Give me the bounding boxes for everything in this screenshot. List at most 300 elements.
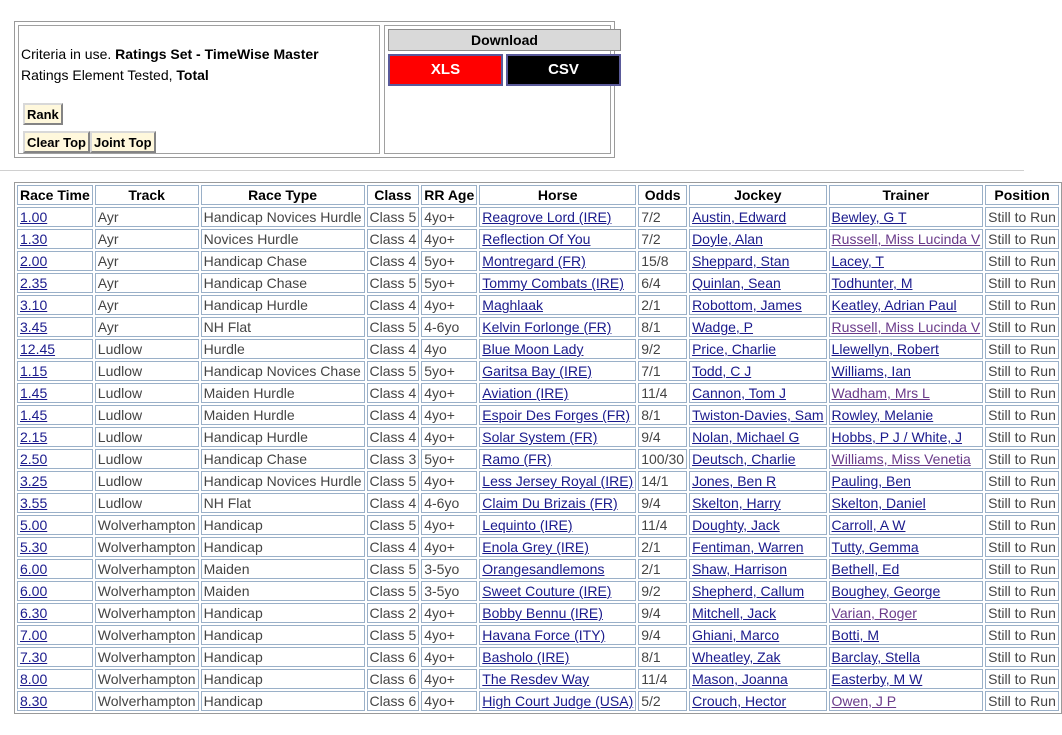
position-cell xyxy=(985,251,1059,271)
jockey-link[interactable]: Shaw, Harrison xyxy=(692,561,787,577)
class-text: Class 4 xyxy=(369,297,417,313)
horse-link[interactable]: Claim Du Brizais (FR) xyxy=(482,495,618,511)
track-cell xyxy=(95,317,199,337)
rr-age-cell xyxy=(421,383,477,403)
trainer-link[interactable]: Barclay, Stella xyxy=(831,649,920,665)
jockey-cell xyxy=(689,471,826,491)
horse-link[interactable]: Lequinto (IRE) xyxy=(482,517,573,533)
odds-text: 9/4 xyxy=(641,429,661,445)
track-text: Ludlow xyxy=(97,473,143,489)
jockey-link[interactable]: Doughty, Jack xyxy=(692,517,780,533)
odds-cell xyxy=(638,207,687,227)
trainer-link[interactable]: Lacey, T xyxy=(831,253,884,269)
rr-age-cell xyxy=(421,207,477,227)
race-type-cell xyxy=(201,207,365,227)
race-type-cell xyxy=(201,537,365,557)
table-row xyxy=(17,559,1059,579)
trainer-link[interactable]: Rowley, Melanie xyxy=(831,407,934,423)
track-cell xyxy=(95,691,199,711)
rr-age-cell xyxy=(421,405,477,425)
horse-cell xyxy=(479,449,636,469)
horse-link[interactable]: Montregard (FR) xyxy=(482,253,586,269)
position-cell xyxy=(985,559,1059,579)
jockey-link[interactable]: Fentiman, Warren xyxy=(692,539,804,555)
race-time-cell xyxy=(17,625,93,645)
jockey-link[interactable]: Ghiani, Marco xyxy=(692,627,780,643)
class-text: Class 4 xyxy=(369,385,417,401)
position-cell xyxy=(985,515,1059,535)
odds-text: 11/4 xyxy=(641,385,668,401)
class-cell xyxy=(367,647,420,667)
position-text: Still to Run xyxy=(988,605,1056,621)
horse-cell xyxy=(479,405,636,425)
class-text: Class 4 xyxy=(369,407,417,423)
class-text: Class 5 xyxy=(369,275,417,291)
table-row xyxy=(17,339,1059,359)
horse-link[interactable]: Sweet Couture (IRE) xyxy=(482,583,612,599)
odds-text: 2/1 xyxy=(641,561,661,577)
trainer-cell xyxy=(829,493,984,513)
odds-text: 9/4 xyxy=(641,605,661,621)
trainer-link[interactable]: Varian, Roger xyxy=(831,605,917,621)
header-race-time[interactable]: Race Time xyxy=(17,185,93,205)
class-cell xyxy=(367,625,420,645)
track-cell xyxy=(95,603,199,623)
rank-button[interactable]: Rank xyxy=(23,103,63,125)
class-text: Class 5 xyxy=(369,517,417,533)
table-row xyxy=(17,647,1059,667)
race-type-text: Novices Hurdle xyxy=(203,231,299,247)
trainer-link[interactable]: Hobbs, P J / White, J xyxy=(831,429,963,445)
race-time-link[interactable]: 3.10 xyxy=(20,297,48,313)
xls-download-button[interactable]: XLS xyxy=(388,54,503,86)
jockey-link[interactable]: Mason, Joanna xyxy=(692,671,788,687)
horse-link[interactable]: Orangesandlemons xyxy=(482,561,605,577)
ratings-element-value: Total xyxy=(176,67,209,83)
class-cell xyxy=(367,691,420,711)
trainer-link[interactable]: Todhunter, M xyxy=(831,275,913,291)
odds-cell xyxy=(638,493,687,513)
race-type-cell xyxy=(201,383,365,403)
jockey-link[interactable]: Jones, Ben R xyxy=(692,473,777,489)
header-jockey[interactable]: Jockey xyxy=(689,185,826,205)
jockey-link[interactable]: Deutsch, Charlie xyxy=(692,451,796,467)
header-odds[interactable]: Odds xyxy=(638,185,687,205)
rr-age-cell xyxy=(421,669,477,689)
trainer-cell xyxy=(829,361,984,381)
odds-text: 5/2 xyxy=(641,693,661,709)
header-rr-age[interactable]: RR Age xyxy=(421,185,477,205)
odds-text: 8/1 xyxy=(641,319,661,335)
track-text: Wolverhampton xyxy=(97,583,196,599)
trainer-link[interactable]: Wadham, Mrs L xyxy=(831,385,930,401)
track-cell xyxy=(95,383,199,403)
rr-age-cell xyxy=(421,251,477,271)
table-row xyxy=(17,361,1059,381)
track-text: Ludlow xyxy=(97,341,143,357)
trainer-cell xyxy=(829,691,984,711)
race-type-cell xyxy=(201,669,365,689)
rr-age-text: 4yo+ xyxy=(424,473,455,489)
odds-cell xyxy=(638,669,687,689)
race-time-cell xyxy=(17,669,93,689)
horse-link[interactable]: Kelvin Forlonge (FR) xyxy=(482,319,612,335)
horse-cell xyxy=(479,581,636,601)
track-text: Wolverhampton xyxy=(97,649,196,665)
header-class[interactable]: Class xyxy=(367,185,420,205)
class-cell xyxy=(367,427,420,447)
jockey-cell xyxy=(689,383,826,403)
jockey-cell xyxy=(689,295,826,315)
race-type-text: Handicap Chase xyxy=(203,275,308,291)
race-type-cell xyxy=(201,339,365,359)
trainer-cell xyxy=(829,449,984,469)
trainer-link[interactable]: Bethell, Ed xyxy=(831,561,900,577)
trainer-link[interactable]: Boughey, George xyxy=(831,583,941,599)
track-cell xyxy=(95,515,199,535)
rr-age-text: 5yo+ xyxy=(424,275,455,291)
race-type-cell xyxy=(201,273,365,293)
horse-cell xyxy=(479,669,636,689)
table-row xyxy=(17,537,1059,557)
jockey-link[interactable]: Robottom, James xyxy=(692,297,802,313)
race-time-link[interactable]: 1.30 xyxy=(20,231,48,247)
horse-link[interactable]: Ramo (FR) xyxy=(482,451,552,467)
trainer-link[interactable]: Llewellyn, Robert xyxy=(831,341,939,357)
position-cell xyxy=(985,361,1059,381)
class-text: Class 5 xyxy=(369,561,417,577)
header-position[interactable]: Position xyxy=(985,185,1059,205)
race-type-text: Maiden xyxy=(203,561,250,577)
race-type-cell xyxy=(201,647,365,667)
table-row xyxy=(17,625,1059,645)
horse-link[interactable]: Havana Force (ITY) xyxy=(482,627,606,643)
race-type-text: Handicap Chase xyxy=(203,253,308,269)
track-text: Ludlow xyxy=(97,451,143,467)
position-cell xyxy=(985,229,1059,249)
race-type-text: Handicap xyxy=(203,605,263,621)
track-cell xyxy=(95,229,199,249)
trainer-cell xyxy=(829,647,984,667)
odds-text: 14/1 xyxy=(641,473,669,489)
odds-text: 100/30 xyxy=(641,451,685,467)
odds-cell xyxy=(638,581,687,601)
race-time-link[interactable]: 6.00 xyxy=(20,583,48,599)
race-time-link[interactable]: 7.00 xyxy=(20,627,48,643)
rr-age-cell xyxy=(421,471,477,491)
horse-link[interactable]: Blue Moon Lady xyxy=(482,341,584,357)
race-time-link[interactable]: 7.30 xyxy=(20,649,48,665)
race-time-link[interactable]: 8.30 xyxy=(20,693,48,709)
rr-age-text: 4yo+ xyxy=(424,297,455,313)
track-cell xyxy=(95,295,199,315)
trainer-cell xyxy=(829,339,984,359)
class-cell xyxy=(367,229,420,249)
race-time-cell xyxy=(17,339,93,359)
trainer-link[interactable]: Williams, Ian xyxy=(831,363,911,379)
race-type-cell xyxy=(201,229,365,249)
position-cell xyxy=(985,669,1059,689)
horse-link[interactable]: The Resdev Way xyxy=(482,671,590,687)
clear-top-button[interactable]: Clear Top xyxy=(23,131,90,153)
horse-link[interactable]: Tommy Combats (IRE) xyxy=(482,275,624,291)
horse-cell xyxy=(479,647,636,667)
position-cell xyxy=(985,537,1059,557)
track-cell xyxy=(95,493,199,513)
odds-cell xyxy=(638,537,687,557)
class-text: Class 4 xyxy=(369,341,417,357)
track-cell xyxy=(95,427,199,447)
horse-link[interactable]: Bobby Bennu (IRE) xyxy=(482,605,603,621)
table-row xyxy=(17,427,1059,447)
jockey-link[interactable]: Mitchell, Jack xyxy=(692,605,777,621)
criteria-ratings-element xyxy=(21,67,209,83)
race-time-cell xyxy=(17,207,93,227)
position-cell xyxy=(985,691,1059,711)
race-type-text: Handicap xyxy=(203,649,263,665)
jockey-cell xyxy=(689,625,826,645)
horse-link[interactable]: Solar System (FR) xyxy=(482,429,598,445)
race-time-link[interactable]: 2.50 xyxy=(20,451,48,467)
track-text: Ayr xyxy=(97,231,119,247)
race-time-cell xyxy=(17,581,93,601)
race-time-link[interactable]: 1.45 xyxy=(20,385,48,401)
trainer-cell xyxy=(829,273,984,293)
rr-age-cell xyxy=(421,559,477,579)
race-type-text: Handicap Novices Hurdle xyxy=(203,209,362,225)
race-time-cell xyxy=(17,449,93,469)
position-text: Still to Run xyxy=(988,209,1056,225)
position-cell xyxy=(985,449,1059,469)
track-text: Ludlow xyxy=(97,407,143,423)
trainer-link[interactable]: Keatley, Adrian Paul xyxy=(831,297,957,313)
race-time-link[interactable]: 6.00 xyxy=(20,561,48,577)
jockey-link[interactable]: Doyle, Alan xyxy=(692,231,763,247)
race-time-link[interactable]: 3.45 xyxy=(20,319,48,335)
race-type-cell xyxy=(201,581,365,601)
trainer-link[interactable]: Easterby, M W xyxy=(831,671,923,687)
track-text: Wolverhampton xyxy=(97,517,196,533)
trainer-cell xyxy=(829,581,984,601)
jockey-cell xyxy=(689,273,826,293)
track-cell xyxy=(95,207,199,227)
trainer-link[interactable]: Tutty, Gemma xyxy=(831,539,919,555)
table-header-row xyxy=(17,185,1059,205)
jockey-link[interactable]: Todd, C J xyxy=(692,363,752,379)
race-time-link[interactable]: 5.00 xyxy=(20,517,48,533)
jockey-link[interactable]: Crouch, Hector xyxy=(692,693,787,709)
race-time-link[interactable]: 8.00 xyxy=(20,671,48,687)
race-type-cell xyxy=(201,317,365,337)
trainer-cell xyxy=(829,669,984,689)
joint-top-button[interactable]: Joint Top xyxy=(90,131,156,153)
rr-age-text: 4yo xyxy=(424,341,447,357)
horse-cell xyxy=(479,691,636,711)
race-time-link[interactable]: 3.25 xyxy=(20,473,48,489)
horse-link[interactable]: Aviation (IRE) xyxy=(482,385,569,401)
odds-cell xyxy=(638,647,687,667)
table-row xyxy=(17,405,1059,425)
race-time-link[interactable]: 1.15 xyxy=(20,363,48,379)
horse-cell xyxy=(479,625,636,645)
race-time-link[interactable]: 6.30 xyxy=(20,605,48,621)
race-time-link[interactable]: 2.15 xyxy=(20,429,48,445)
trainer-link[interactable]: Pauling, Ben xyxy=(831,473,911,489)
position-cell xyxy=(985,625,1059,645)
trainer-link[interactable]: Carroll, A W xyxy=(831,517,906,533)
track-text: Ludlow xyxy=(97,495,143,511)
horse-cell xyxy=(479,427,636,447)
class-cell xyxy=(367,317,420,337)
jockey-link[interactable]: Price, Charlie xyxy=(692,341,777,357)
odds-cell xyxy=(638,603,687,623)
class-text: Class 3 xyxy=(369,451,417,467)
odds-text: 7/1 xyxy=(641,363,661,379)
trainer-link[interactable]: Skelton, Daniel xyxy=(831,495,926,511)
jockey-cell xyxy=(689,581,826,601)
position-cell xyxy=(985,383,1059,403)
horse-link[interactable]: Enola Grey (IRE) xyxy=(482,539,589,555)
rr-age-text: 5yo+ xyxy=(424,363,455,379)
odds-cell xyxy=(638,339,687,359)
position-text: Still to Run xyxy=(988,517,1056,533)
horse-link[interactable]: Basholo (IRE) xyxy=(482,649,570,665)
track-cell xyxy=(95,669,199,689)
header-track[interactable]: Track xyxy=(95,185,199,205)
jockey-link[interactable]: Sheppard, Stan xyxy=(692,253,790,269)
header-race-type[interactable]: Race Type xyxy=(201,185,365,205)
class-cell xyxy=(367,295,420,315)
trainer-link[interactable]: Botti, M xyxy=(831,627,880,643)
class-text: Class 6 xyxy=(369,693,417,709)
horse-link[interactable]: Reflection Of You xyxy=(482,231,591,247)
criteria-box xyxy=(18,25,380,154)
class-text: Class 5 xyxy=(369,363,417,379)
track-cell xyxy=(95,449,199,469)
race-type-text: NH Flat xyxy=(203,319,252,335)
horse-link[interactable]: Garitsa Bay (IRE) xyxy=(482,363,592,379)
horse-cell xyxy=(479,537,636,557)
position-cell xyxy=(985,207,1059,227)
table-row xyxy=(17,229,1059,249)
odds-cell xyxy=(638,559,687,579)
jockey-link[interactable]: Shepherd, Callum xyxy=(692,583,805,599)
rr-age-text: 4yo+ xyxy=(424,407,455,423)
track-text: Wolverhampton xyxy=(97,539,196,555)
trainer-cell xyxy=(829,317,984,337)
position-text: Still to Run xyxy=(988,627,1056,643)
trainer-link[interactable]: Russell, Miss Lucinda V xyxy=(831,231,981,247)
horse-cell xyxy=(479,207,636,227)
horse-cell xyxy=(479,383,636,403)
rr-age-text: 4yo+ xyxy=(424,627,455,643)
header-horse[interactable]: Horse xyxy=(479,185,636,205)
horse-link[interactable]: Reagrove Lord (IRE) xyxy=(482,209,612,225)
jockey-cell xyxy=(689,361,826,381)
class-cell xyxy=(367,361,420,381)
class-text: Class 5 xyxy=(369,209,417,225)
race-type-cell xyxy=(201,493,365,513)
horse-link[interactable]: High Court Judge (USA) xyxy=(482,693,634,709)
position-text: Still to Run xyxy=(988,231,1056,247)
rr-age-cell xyxy=(421,515,477,535)
jockey-cell xyxy=(689,537,826,557)
horse-link[interactable]: Maghlaak xyxy=(482,297,543,313)
odds-cell xyxy=(638,471,687,491)
track-text: Ayr xyxy=(97,209,119,225)
race-time-link[interactable]: 1.00 xyxy=(20,209,48,225)
race-time-link[interactable]: 5.30 xyxy=(20,539,48,555)
class-text: Class 2 xyxy=(369,605,417,621)
position-cell xyxy=(985,493,1059,513)
jockey-link[interactable]: Quinlan, Sean xyxy=(692,275,781,291)
race-type-text: Handicap Hurdle xyxy=(203,429,308,445)
rr-age-text: 4yo+ xyxy=(424,649,455,665)
trainer-link[interactable]: Russell, Miss Lucinda V xyxy=(831,319,981,335)
race-time-cell xyxy=(17,471,93,491)
jockey-link[interactable]: Twiston-Davies, Sam xyxy=(692,407,824,423)
rr-age-text: 3-5yo xyxy=(424,583,460,599)
jockey-link[interactable]: Wheatley, Zak xyxy=(692,649,781,665)
race-time-cell xyxy=(17,383,93,403)
race-time-cell xyxy=(17,229,93,249)
odds-text: 15/8 xyxy=(641,253,669,269)
track-text: Ayr xyxy=(97,319,119,335)
position-cell xyxy=(985,603,1059,623)
jockey-link[interactable]: Austin, Edward xyxy=(692,209,787,225)
position-text: Still to Run xyxy=(988,253,1056,269)
race-time-link[interactable]: 12.45 xyxy=(20,341,56,357)
header-trainer[interactable]: Trainer xyxy=(829,185,984,205)
odds-text: 11/4 xyxy=(641,517,668,533)
race-time-link[interactable]: 1.45 xyxy=(20,407,48,423)
jockey-link[interactable]: Skelton, Harry xyxy=(692,495,781,511)
jockey-link[interactable]: Wadge, P xyxy=(692,319,754,335)
horse-link[interactable]: Less Jersey Royal (IRE) xyxy=(482,473,634,489)
class-cell xyxy=(367,603,420,623)
csv-download-button[interactable]: CSV xyxy=(506,54,621,86)
position-cell xyxy=(985,405,1059,425)
horse-cell xyxy=(479,559,636,579)
trainer-link[interactable]: Bewley, G T xyxy=(831,209,907,225)
trainer-cell xyxy=(829,471,984,491)
race-time-link[interactable]: 3.55 xyxy=(20,495,48,511)
horse-cell xyxy=(479,339,636,359)
odds-text: 8/1 xyxy=(641,407,661,423)
horse-link[interactable]: Espoir Des Forges (FR) xyxy=(482,407,631,423)
race-type-text: Handicap xyxy=(203,671,263,687)
class-cell xyxy=(367,669,420,689)
jockey-link[interactable]: Cannon, Tom J xyxy=(692,385,786,401)
trainer-link[interactable]: Owen, J P xyxy=(831,693,897,709)
horse-cell xyxy=(479,317,636,337)
section-divider xyxy=(0,170,1024,171)
race-time-link[interactable]: 2.00 xyxy=(20,253,48,269)
race-type-cell xyxy=(201,251,365,271)
race-type-cell xyxy=(201,471,365,491)
ratings-element-label: Ratings Element Tested, xyxy=(21,67,173,83)
jockey-link[interactable]: Nolan, Michael G xyxy=(692,429,800,445)
criteria-ratings-set xyxy=(21,46,319,62)
trainer-link[interactable]: Williams, Miss Venetia xyxy=(831,451,971,467)
download-box xyxy=(384,25,611,154)
race-time-cell xyxy=(17,273,93,293)
horse-cell xyxy=(479,515,636,535)
odds-cell xyxy=(638,449,687,469)
race-time-link[interactable]: 2.35 xyxy=(20,275,48,291)
trainer-cell xyxy=(829,405,984,425)
jockey-cell xyxy=(689,207,826,227)
